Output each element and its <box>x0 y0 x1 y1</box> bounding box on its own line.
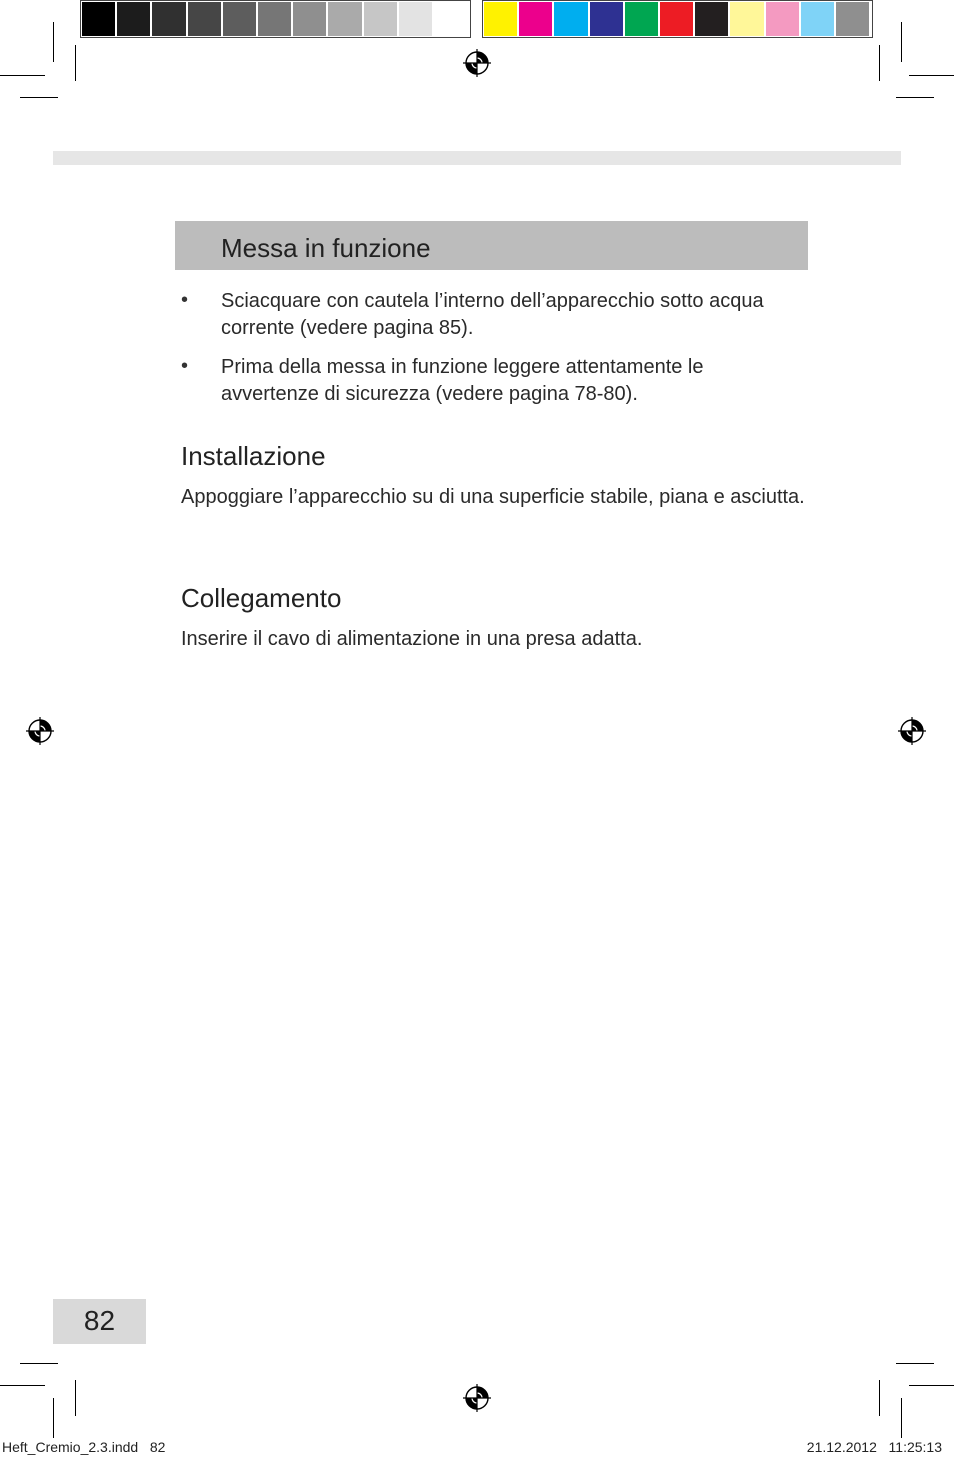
crop-mark <box>879 45 880 81</box>
color-swatch <box>554 2 587 36</box>
crop-mark <box>879 1380 880 1416</box>
slug-filename: Heft_Cremio_2.3.indd 82 <box>2 1439 166 1455</box>
crop-mark <box>909 1385 954 1386</box>
installazione-text: Appoggiare l’apparecchio su di una superficie stabile, piana e asciutta. <box>181 486 805 508</box>
color-swatch <box>836 2 869 36</box>
registration-mark-icon <box>463 49 491 77</box>
crop-mark <box>75 45 76 81</box>
color-swatch <box>625 2 658 36</box>
color-swatch <box>660 2 693 36</box>
color-swatch <box>258 2 291 36</box>
crop-mark <box>75 1380 76 1416</box>
registration-mark-icon <box>463 1384 491 1412</box>
color-swatch <box>590 2 623 36</box>
crop-mark <box>53 1398 54 1438</box>
color-swatch <box>223 2 256 36</box>
crop-mark <box>20 1363 58 1364</box>
collegamento-heading: Collegamento <box>181 583 342 613</box>
bullet-text: Prima della messa in funzione leggere attentamente le avvertenze di sicurezza (vedere pagina 78-80). <box>221 356 704 405</box>
crop-mark <box>0 75 45 76</box>
installazione-heading: Installazione <box>181 441 326 471</box>
crop-mark <box>896 97 934 98</box>
section-title: Messa in funzione <box>221 233 431 263</box>
color-swatch <box>730 2 763 36</box>
collegamento-text: Inserire il cavo di alimentazione in una presa adatta. <box>181 628 643 650</box>
bullet-marker: • <box>181 289 189 311</box>
color-swatch <box>434 2 467 36</box>
page-number: 82 <box>83 1305 116 1336</box>
color-swatch <box>328 2 361 36</box>
color-swatch <box>766 2 799 36</box>
crop-mark <box>53 22 54 62</box>
color-swatch <box>117 2 150 36</box>
color-swatch <box>82 2 115 36</box>
color-swatch <box>519 2 552 36</box>
bullet-marker: • <box>181 355 189 377</box>
color-swatch <box>801 2 834 36</box>
color-swatch <box>364 2 397 36</box>
color-swatch <box>188 2 221 36</box>
color-swatch <box>152 2 185 36</box>
crop-mark <box>896 1363 934 1364</box>
crop-mark <box>909 75 954 76</box>
slug-datetime: 21.12.2012 11:25:13 <box>806 1439 942 1455</box>
color-swatch <box>695 2 728 36</box>
crop-mark <box>901 1398 902 1438</box>
color-swatch <box>293 2 326 36</box>
bullet-text: Sciacquare con cautela l’interno dell’apparecchio sotto acqua corrente (vedere pagina 85). <box>221 290 764 339</box>
registration-mark-icon <box>898 717 926 745</box>
crop-mark <box>0 1385 45 1386</box>
registration-mark-icon <box>26 717 54 745</box>
page-number-box <box>53 1299 146 1344</box>
color-swatch <box>399 2 432 36</box>
crop-mark <box>20 97 58 98</box>
crop-mark <box>901 22 902 62</box>
color-swatch <box>484 2 517 36</box>
header-band <box>53 151 901 165</box>
